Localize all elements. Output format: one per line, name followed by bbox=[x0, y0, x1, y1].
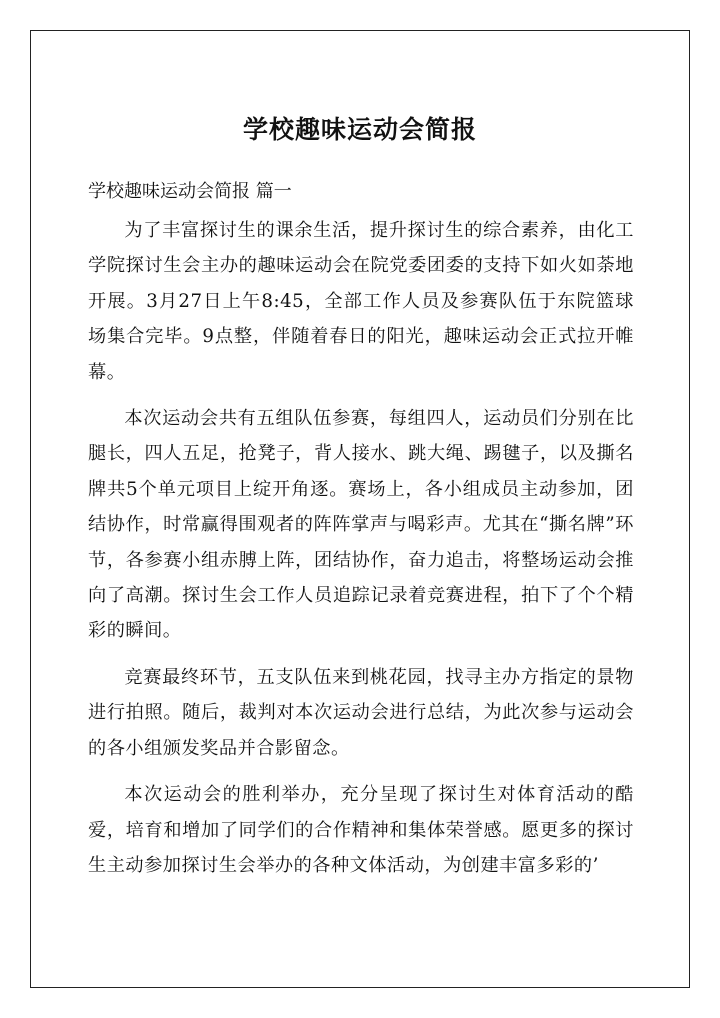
paragraph-1: 为了丰富探讨生的课余生活，提升探讨生的综合素养，由化工学院探讨生会主办的趣味运动会在院党委团委的支持下如火如荼地开展。3月27日上午8:45，全部工作人员及参赛队伍于东院篮球场集合完毕。9点整，伴随着春日的阳光，趣味运动会正式拉开帷幕。 bbox=[88, 220, 634, 383]
document-body bbox=[88, 213, 634, 894]
paragraph-3: 竞赛最终环节，五支队伍来到桃花园，找寻主办方指定的景物进行拍照。随后，裁判对本次运动会进行总结，为此次参与运动会的各小组颁发奖品并合影留念。 bbox=[88, 666, 634, 759]
paragraph-2: 本次运动会共有五组队伍参赛，每组四人，运动员们分别在比腿长，四人五足，抢凳子，背人接水、跳大绳、踢毽子，以及撕名牌共5个单元项目上绽开角逐。赛场上，各小组成员主动参加，团结协作，时常赢得围观者的阵阵掌声与喝彩声。尤其在“撕名牌”环节，各参赛小组赤膊上阵，团结协作，奋力追击，将整场运动会推向了高潮。探讨生会工作人员追踪记录着竞赛进程，拍下了个个精彩的瞬间。 bbox=[88, 408, 634, 642]
document-title: 学校趣味运动会简报 bbox=[242, 115, 477, 144]
paragraph-4: 本次运动会的胜利举办，充分呈现了探讨生对体育活动的酷爱，培育和增加了同学们的合作精神和集体荣誉感。愿更多的探讨生主动参加探讨生会举办的各种文体活动，为创建丰富多彩的’ bbox=[88, 784, 634, 876]
document-subtitle: 学校趣味运动会简报 篇一 bbox=[88, 181, 292, 202]
